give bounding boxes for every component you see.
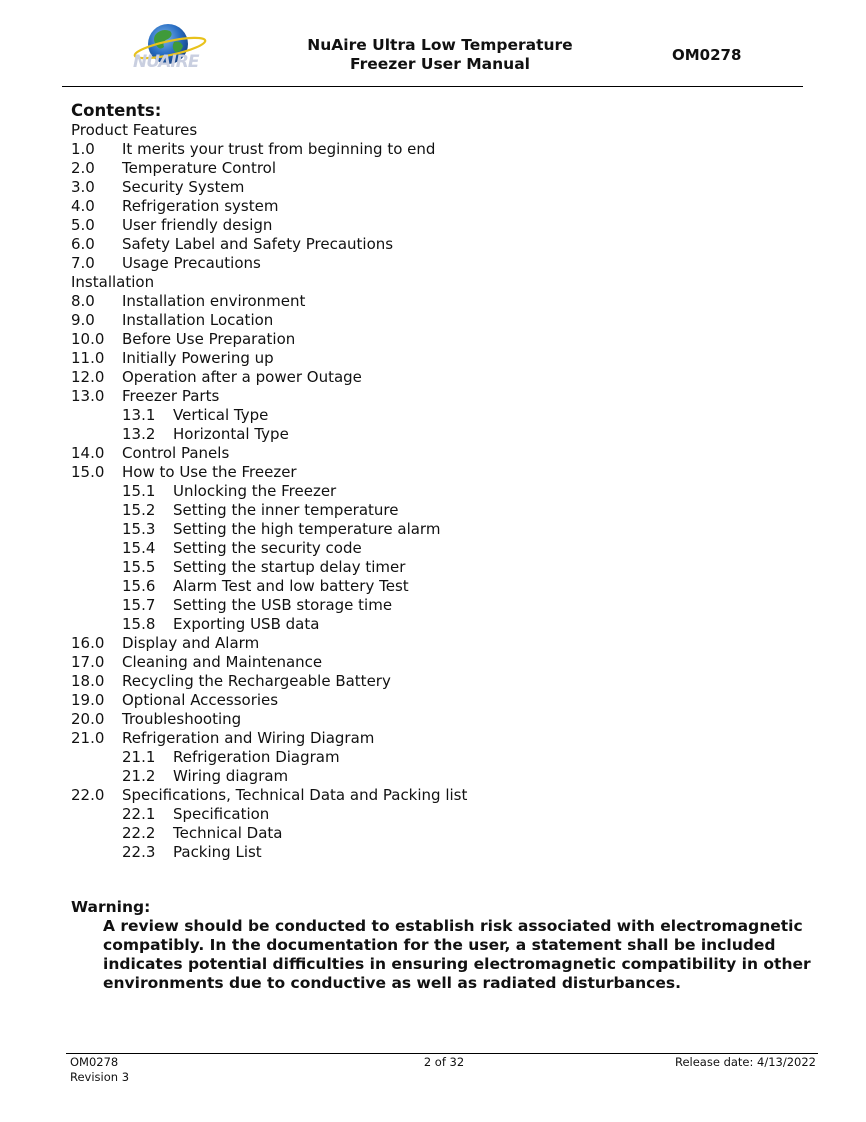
toc-entry: [71, 634, 811, 653]
toc-entry-number: 20.0: [71, 710, 105, 728]
toc-entry-number: 15.7: [122, 596, 156, 614]
toc-entry-number: 22.0: [71, 786, 105, 804]
warning-heading: Warning:: [71, 898, 151, 916]
toc-entry-number: 18.0: [71, 672, 105, 690]
toc-entry: [71, 425, 811, 444]
toc-entry-label: Cleaning and Maintenance: [122, 653, 323, 671]
toc-entry-number: 15.6: [122, 577, 156, 595]
toc-entry-label: Wiring diagram: [173, 767, 289, 785]
toc-entry: [71, 197, 811, 216]
toc-entry-label: Product Features: [71, 121, 198, 139]
toc-entry-label: It merits your trust from beginning to end: [122, 140, 436, 158]
page-number: 2 of 32: [423, 1055, 465, 1069]
toc-entry: [71, 178, 811, 197]
header-divider: [62, 86, 803, 87]
toc-entry-label: Installation environment: [122, 292, 306, 310]
toc-entry: [71, 596, 811, 615]
toc-entry-number: 8.0: [71, 292, 95, 310]
toc-entry-label: Security System: [122, 178, 245, 196]
toc-entry-label: Initially Powering up: [122, 349, 274, 367]
toc-entry: [71, 254, 811, 273]
toc-entry-number: 22.2: [122, 824, 156, 842]
toc-entry-number: 3.0: [71, 178, 95, 196]
toc-entry-label: How to Use the Freezer: [122, 463, 297, 481]
toc-entry: [71, 691, 811, 710]
toc-entry-number: 10.0: [71, 330, 105, 348]
toc-entry: [71, 615, 811, 634]
toc-entry-number: 15.0: [71, 463, 105, 481]
toc-entry: [71, 577, 811, 596]
toc-entry-label: Optional Accessories: [122, 691, 279, 709]
toc-entry: [71, 159, 811, 178]
toc-entry-number: 11.0: [71, 349, 105, 367]
toc-entry-label: Setting the high temperature alarm: [173, 520, 441, 538]
toc-entry: [71, 330, 811, 349]
toc-entry: [71, 406, 811, 425]
toc-entry-label: Unlocking the Freezer: [173, 482, 337, 500]
toc-entry: [71, 482, 811, 501]
title-line-2: Freezer User Manual: [350, 55, 530, 73]
toc-entry-number: 15.3: [122, 520, 156, 538]
toc-entry-number: 15.4: [122, 539, 156, 557]
toc-entry-label: Setting the inner temperature: [173, 501, 399, 519]
toc-entry-label: Setting the security code: [173, 539, 362, 557]
toc-entry-label: Freezer Parts: [122, 387, 220, 405]
toc-entry-number: 21.0: [71, 729, 105, 747]
toc-entry-label: Control Panels: [122, 444, 230, 462]
toc-entry-label: Temperature Control: [122, 159, 277, 177]
toc-entry-label: Alarm Test and low battery Test: [173, 577, 409, 595]
logo-wordmark: NUAIRE: [133, 52, 199, 72]
toc-entry-number: 15.2: [122, 501, 156, 519]
toc-entry: [71, 501, 811, 520]
toc-entry: [71, 216, 811, 235]
table-of-contents: [71, 121, 811, 862]
title-line-1: NuAire Ultra Low Temperature: [307, 36, 573, 54]
toc-entry: [71, 292, 811, 311]
toc-entry-label: Installation Location: [122, 311, 274, 329]
toc-entry-label: Refrigeration and Wiring Diagram: [122, 729, 375, 747]
footer-doc-code: OM0278: [70, 1055, 119, 1069]
toc-entry-number: 21.2: [122, 767, 156, 785]
toc-entry-number: 7.0: [71, 254, 95, 272]
manual-title: [290, 36, 590, 74]
toc-entry-label: Display and Alarm: [122, 634, 260, 652]
toc-entry: [71, 558, 811, 577]
toc-entry: [71, 235, 811, 254]
toc-entry-number: 15.5: [122, 558, 156, 576]
toc-entry: [71, 767, 811, 786]
toc-entry-label: Before Use Preparation: [122, 330, 296, 348]
toc-section-heading: [71, 121, 811, 140]
toc-entry-number: 19.0: [71, 691, 105, 709]
toc-entry-label: Troubleshooting: [122, 710, 242, 728]
toc-entry-label: Specifications, Technical Data and Packing list: [122, 786, 468, 804]
toc-entry-number: 4.0: [71, 197, 95, 215]
toc-entry: [71, 539, 811, 558]
toc-entry: [71, 653, 811, 672]
toc-entry: [71, 387, 811, 406]
toc-entry-label: Setting the USB storage time: [173, 596, 393, 614]
toc-entry: [71, 349, 811, 368]
toc-entry-label: Refrigeration Diagram: [173, 748, 340, 766]
toc-entry-label: Operation after a power Outage: [122, 368, 362, 386]
toc-entry-label: Recycling the Rechargeable Battery: [122, 672, 391, 690]
toc-entry-number: 22.3: [122, 843, 156, 861]
toc-entry-number: 13.1: [122, 406, 156, 424]
toc-entry-label: Usage Precautions: [122, 254, 261, 272]
toc-entry-number: 15.8: [122, 615, 156, 633]
toc-entry-label: Vertical Type: [173, 406, 269, 424]
toc-entry-number: 5.0: [71, 216, 95, 234]
toc-entry-label: Specification: [173, 805, 270, 823]
toc-entry: [71, 520, 811, 539]
toc-entry-number: 14.0: [71, 444, 105, 462]
toc-entry-label: User friendly design: [122, 216, 273, 234]
toc-entry-number: 1.0: [71, 140, 95, 158]
toc-entry-label: Setting the startup delay timer: [173, 558, 406, 576]
toc-entry-label: Technical Data: [173, 824, 283, 842]
toc-entry-label: Exporting USB data: [173, 615, 320, 633]
footer-divider: [66, 1053, 818, 1054]
toc-entry: [71, 140, 811, 159]
toc-entry-label: Packing List: [173, 843, 262, 861]
footer-document-info: [70, 1055, 129, 1085]
toc-entry-number: 15.1: [122, 482, 156, 500]
contents-heading: Contents:: [71, 101, 162, 120]
toc-entry: [71, 444, 811, 463]
toc-entry-number: 13.2: [122, 425, 156, 443]
toc-section-heading: [71, 273, 811, 292]
toc-entry: [71, 710, 811, 729]
toc-entry: [71, 786, 811, 805]
toc-entry-number: 9.0: [71, 311, 95, 329]
toc-entry: [71, 748, 811, 767]
toc-entry: [71, 672, 811, 691]
toc-entry: [71, 729, 811, 748]
toc-entry-label: Refrigeration system: [122, 197, 279, 215]
toc-entry: [71, 824, 811, 843]
toc-entry: [71, 311, 811, 330]
toc-entry-number: 21.1: [122, 748, 156, 766]
toc-entry-number: 17.0: [71, 653, 105, 671]
toc-entry: [71, 463, 811, 482]
warning-text: A review should be conducted to establish risk associated with electromagnetic compatibly. In the documentation for the user, a statement shall be included indicates potential difficulties in ensuring electromagnetic compatibility in other environments due to conductive as well as radiated disturbances.: [103, 917, 811, 992]
toc-entry-number: 16.0: [71, 634, 105, 652]
toc-entry: [71, 843, 811, 862]
toc-entry-label: Safety Label and Safety Precautions: [122, 235, 394, 253]
footer-revision: Revision 3: [70, 1070, 130, 1084]
toc-entry-label: Installation: [71, 273, 155, 291]
toc-entry: [71, 805, 811, 824]
document-code: OM0278: [672, 46, 742, 64]
toc-entry-number: 6.0: [71, 235, 95, 253]
toc-entry: [71, 368, 811, 387]
toc-entry-number: 13.0: [71, 387, 105, 405]
toc-entry-label: Horizontal Type: [173, 425, 289, 443]
toc-entry-number: 2.0: [71, 159, 95, 177]
toc-entry-number: 12.0: [71, 368, 105, 386]
release-date: Release date: 4/13/2022: [674, 1055, 816, 1069]
toc-entry-number: 22.1: [122, 805, 156, 823]
